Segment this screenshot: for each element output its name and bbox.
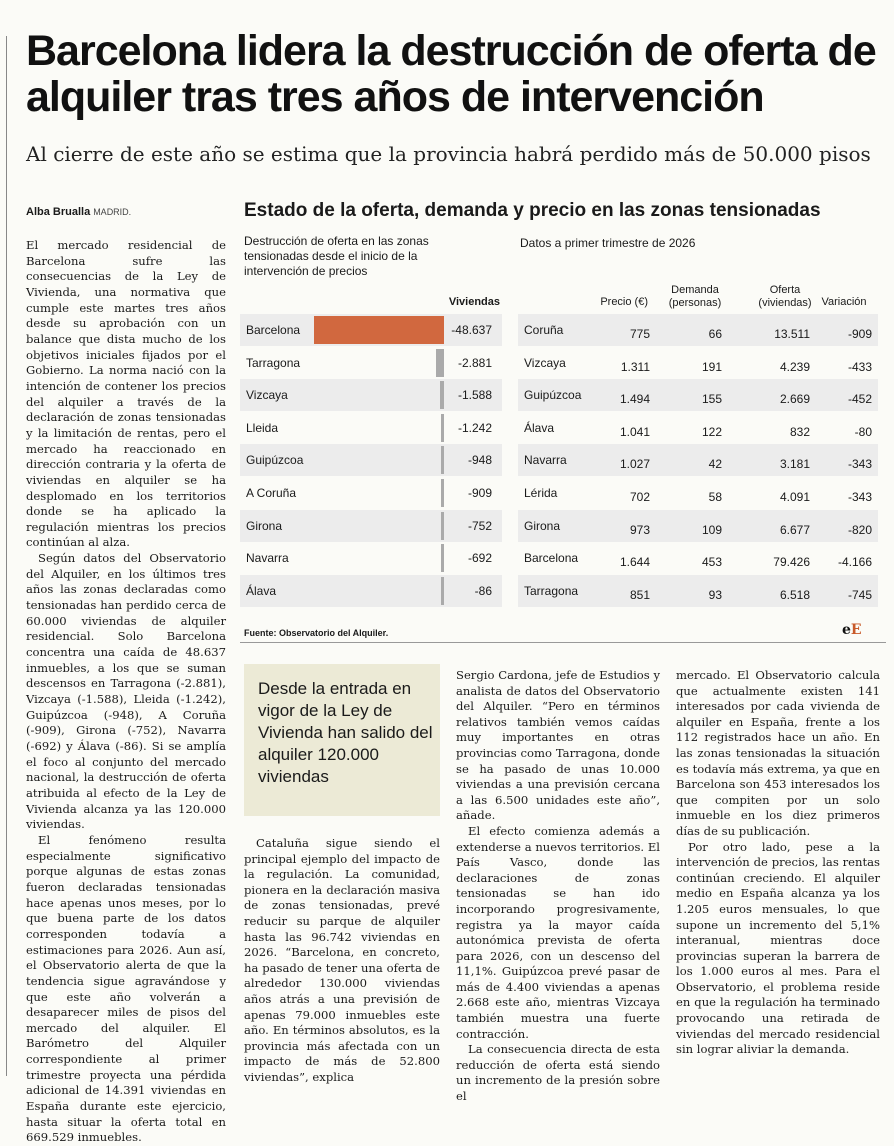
table-cell: 1.494	[619, 392, 650, 407]
table-row	[518, 510, 878, 542]
subheadline: Al cierre de este año se estima que la provincia habrá perdido más de 50.000 pisos	[26, 142, 871, 166]
table-cell: 6.518	[779, 587, 810, 602]
bar	[441, 446, 444, 474]
table-row	[518, 412, 878, 444]
table-cell: 702	[629, 490, 650, 504]
bar	[441, 512, 444, 540]
table-cell: -433	[847, 359, 872, 374]
bar-row	[240, 477, 502, 509]
table-cell: 93	[708, 587, 722, 602]
paragraph: La consecuencia directa de esta reducción de oferta está siendo un incremento de la presión sobre el	[456, 1042, 660, 1104]
table-cell: 3.181	[779, 457, 810, 472]
table-row	[518, 444, 878, 476]
bar-value-label: -692	[467, 551, 492, 566]
pullquote-text: Desde la entrada en vigor de la Ley de Vivienda han salido del alquiler 120.000 viviendas	[258, 679, 433, 786]
table-row-label: Coruña	[524, 323, 564, 337]
bar-value-label: -948	[467, 453, 492, 468]
graphic-bottom-rule	[240, 642, 886, 643]
table-row-label: Barcelona	[524, 551, 579, 566]
table-cell: 6.677	[779, 522, 810, 537]
table-cell: 832	[789, 424, 810, 439]
table-cell: 973	[629, 522, 650, 537]
pullquote-box	[244, 664, 440, 816]
source-note: Fuente: Observatorio del Alquiler.	[244, 628, 389, 638]
bar-category-label: A Coruña	[246, 486, 297, 500]
table-cell: 66	[708, 327, 722, 341]
publication-logo: eE	[842, 622, 862, 638]
bar-category-label: Vizcaya	[246, 388, 288, 403]
left-rule	[6, 36, 7, 1076]
bar	[441, 414, 444, 442]
table-cell: -343	[847, 490, 872, 504]
bar-value-label: -752	[467, 518, 492, 533]
header-oferta: Oferta (viviendas)	[758, 284, 812, 309]
paragraph: El efecto comienza además a extenderse a nuevos territorios. El País Vasco, donde las declaraciones de zonas tensionadas se han ido incorporando progresivamente, registra ya la mayor caída autonómica prevista de oferta para 2026, con un descenso del 11,1%. Guipúzcoa prevé pasar de más de 4.400 viviendas a apenas 2.668 este año, mientras Vizcaya también muestra una fuerte contracción.	[456, 823, 660, 1041]
bar-category-label: Lleida	[246, 420, 279, 435]
bar-category-label: Navarra	[246, 551, 289, 566]
bar-value-label: -86	[474, 583, 492, 598]
bar-value-label: -48.637	[451, 323, 492, 337]
byline-location: MADRID.	[93, 207, 132, 217]
column-2	[244, 836, 440, 1086]
table-row	[518, 542, 878, 574]
table-cell: 2.669	[779, 392, 810, 407]
bar	[440, 381, 444, 409]
table-row-label: Álava	[524, 420, 555, 435]
paragraph: El mercado residencial de Barcelona sufre las consecuencias de la Ley de Vivienda, una normativa que cumple este martes tres años desde su aprobación con un balance que dista mucho de los objetivos iniciales fijados por el Gobierno. La norma nació con la intención de contener los precios del alquiler a través de la declaración de zonas tensionadas y la limitación de rentas, pero el mercado ha reaccionado en dirección contraria y la oferta de viviendas en alquiler se ha desplomado en los territorios donde se ha aplicado la regulación mientras los precios continúan al alza.	[26, 238, 226, 550]
table-row	[518, 575, 878, 607]
bar-category-label: Guipúzcoa	[246, 453, 304, 468]
bar-row	[240, 412, 502, 444]
paragraph: mercado. El Observatorio calcula que actualmente existen 141 interesados por cada vivienda de alquiler en España, frente a los 112 registrados hace un año. En las zonas tensionadas la situación es todavía más extrema, ya que en Barcelona son 453 interesados los que compiten por un solo inmueble en los diez primeros días de su publicación.	[676, 668, 880, 838]
table-cell: 4.239	[779, 359, 810, 374]
graphic-title: Estado de la oferta, demanda y precio en las zonas tensionadas	[244, 200, 821, 221]
column-4	[676, 668, 880, 1058]
table-row	[518, 379, 878, 411]
table-cell: -745	[847, 587, 872, 602]
table-cell: 453	[701, 555, 722, 570]
table-cell: -452	[847, 392, 872, 407]
table-row	[518, 347, 878, 379]
bar-category-label: Álava	[246, 583, 277, 598]
paragraph: Según datos del Observatorio del Alquiler, en los últimos tres años las zonas declaradas como tensionadas han perdido cerca de 60.000 viviendas de alquiler residencial. Solo Barcelona concentra una caída de 48.637 inmuebles, a los que se suman descensos en Tarragona (-2.881), Vizcaya (-1.588), Lleida (-1.242), Guipúzcoa (-948), A Coruña (-909), Girona (-752), Navarra (-692) y Álava (-86). Si se amplía el foco al conjunto del mercado nacional, la destrucción de oferta atribuida al efecto de la Ley de Vivienda alcanza ya las 120.000 viviendas.	[26, 551, 226, 832]
table-cell: -4.166	[837, 555, 872, 570]
bar-value-label: -1.242	[457, 420, 492, 435]
header-variacion: Variación	[821, 296, 867, 308]
table-cell: 122	[701, 424, 722, 439]
bar-category-label: Girona	[246, 518, 283, 533]
bar-row	[240, 314, 502, 346]
table-row-label: Guipúzcoa	[524, 388, 582, 403]
table-row-label: Vizcaya	[524, 355, 566, 370]
table-cell: 42	[708, 457, 722, 472]
bar-value-label: -1.588	[457, 388, 492, 403]
table-cell: 851	[629, 587, 650, 602]
bar-row	[240, 379, 502, 411]
author: Alba Brualla	[26, 206, 91, 218]
table-cell: 58	[708, 490, 722, 504]
table-cell: 13.511	[774, 327, 810, 341]
paragraph: Por otro lado, pese a la intervención de precios, las rentas continúan creciendo. El alquiler medio en España alcanza ya los 1.205 euros mensuales, lo que supone un incremento del 5,1% interanual, mientras doce provincias superan la barrera de los 1.000 euros al mes. Para el Observatorio, el problema reside en que la regulación ha terminado provocando una retirada de viviendas del mercado residencial sin lograr aliviar la demanda.	[676, 839, 880, 1057]
bar	[436, 349, 444, 377]
table-cell: -820	[847, 522, 872, 537]
bar	[441, 577, 444, 605]
bar-row	[240, 542, 502, 574]
table-cell: 1.311	[620, 359, 650, 374]
table-cell: -909	[847, 327, 872, 341]
bar-value-label: -2.881	[457, 355, 492, 370]
column-1	[26, 238, 226, 1146]
table-title: Datos a primer trimestre de 2026	[520, 236, 696, 250]
table-cell: 1.027	[619, 457, 650, 472]
table-cell: 775	[629, 327, 650, 341]
table-cell: 1.041	[619, 424, 650, 439]
bar-row	[240, 575, 502, 607]
table-row	[518, 477, 878, 509]
bar-row	[240, 347, 502, 379]
bar	[441, 479, 444, 507]
bar-value-label: -909	[467, 486, 492, 500]
table-cell: -80	[854, 424, 872, 439]
paragraph: Cataluña sigue siendo el principal ejemplo del impacto de la regulación. La comunidad, pionera en la declaración masiva de zonas tensionadas, prevé reducir su parque de alquiler hasta las 96.742 viviendas en 2026. “Barcelona, en concreto, ha pasado de tener una oferta de alrededor 130.000 viviendas años atrás a una previsión de apenas 79.000 inmuebles este año. En términos absolutos, es la provincia más afectada con un impacto de más de 52.800 viviendas”, explica	[244, 836, 440, 1084]
header-demanda: Demanda (personas)	[668, 284, 722, 309]
table-cell: 79.426	[773, 555, 810, 570]
bar-row	[240, 444, 502, 476]
bar-category-label: Tarragona	[246, 355, 301, 370]
paragraph: Sergio Cardona, jefe de Estudios y analista de datos del Observatorio del Alquiler. “Pero en términos relativos también vemos caídas muy importantes en otras provincias como Tarragona, donde se ha pasado de unas 10.000 viviendas a una previsión cercana a las 6.500 unidades este año”, añade.	[456, 668, 660, 823]
table-row-label: Girona	[524, 518, 561, 533]
bar-row	[240, 510, 502, 542]
table-cell: 4.091	[779, 490, 810, 504]
table-cell: 155	[701, 392, 722, 407]
table-row-label: Navarra	[524, 453, 567, 468]
header-precio: Precio (€)	[600, 296, 648, 308]
bar	[314, 316, 444, 344]
table-row-label: Lérida	[524, 486, 558, 500]
table-cell: 191	[701, 359, 722, 374]
bar-category-label: Barcelona	[246, 323, 301, 337]
headline: Barcelona lidera la destrucción de oferta de alquiler tras tres años de intervención	[26, 27, 876, 121]
table-cell: 1.644	[619, 555, 650, 570]
bar-chart-header: Viviendas	[448, 296, 500, 308]
table-cell: -343	[847, 457, 872, 472]
table-row	[518, 314, 878, 346]
table-row-label: Tarragona	[524, 583, 579, 598]
table-cell: 109	[701, 522, 722, 537]
paragraph: El fenómeno resulta especialmente significativo porque algunas de estas zonas fueron declaradas tensionadas hace apenas unos meses, por lo que buena parte de los datos corresponden todavía a estimaciones para 2026. Aun así, el Observatorio alerta de que la tendencia sigue agravándose y que este año volverán a desaparecer miles de pisos del mercado del alquiler. El Barómetro del Alquiler correspondiente al primer trimestre proyecta una pérdida adicional de 14.391 viviendas en España durante este ejercicio, hasta situar la oferta total en 669.529 inmuebles.	[26, 832, 226, 1145]
bar	[441, 544, 444, 572]
byline	[26, 206, 131, 218]
bar-chart-title: Destrucción de oferta en las zonas tensionadas desde el inicio de la intervención de precios	[244, 234, 429, 278]
column-3	[456, 668, 660, 1105]
